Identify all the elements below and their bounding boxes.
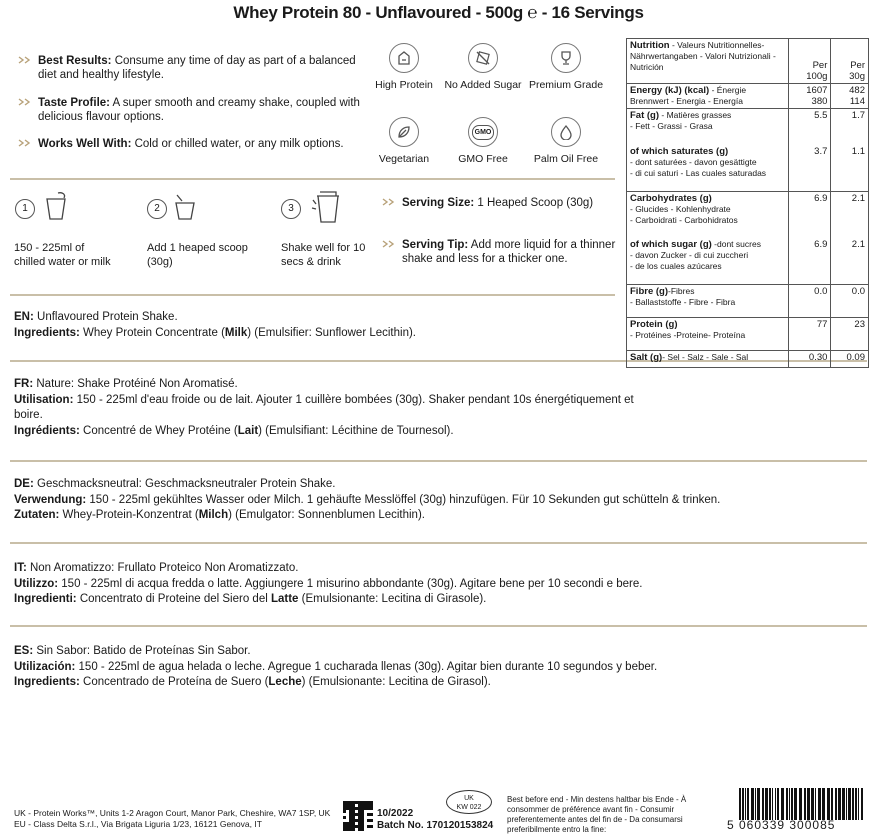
badge-gmo-free: GMO GMO Free <box>441 117 525 166</box>
nutrition-row-carbohydrates: Carbohydrates (g) - Glucides - Kohlenhydrate - Carboidrati - Carbohidratos 6.9 2.1 <box>627 192 869 239</box>
feature-best-results: Best Results: Consume any time of day as part of a balanced diet and healthy lifestyle. <box>38 54 368 82</box>
nutrition-row-energy: Energy (kJ) (kcal) - Énergie Brennwert - Energia - Energía 1607 380 482 114 <box>627 84 869 109</box>
drop-icon <box>551 117 581 147</box>
glass-icon <box>44 191 70 226</box>
badge-vegetarian: Vegetarian <box>361 117 447 166</box>
badge-palm-oil-free: Palm Oil Free <box>523 117 609 166</box>
step-1-text: 150 - 225ml of chilled water or milk <box>14 242 111 268</box>
step-2-text: Add 1 heaped scoop (30g) <box>147 242 248 268</box>
col-per-100g: Per 100g <box>789 39 831 84</box>
best-before: Best before end - Min destens haltbar bis Ende - À consommer de préférence avant fin - Consumir preferentemente antes del fin de - Da consumarsi preferibilmente entro la fine: <box>507 795 687 834</box>
gmo-icon: GMO <box>468 117 498 147</box>
double-chevron-icon <box>382 198 396 206</box>
step-3-number: 3 <box>281 199 301 219</box>
scoop-icon <box>172 191 198 226</box>
nutrition-row-fibre: Fibre (g)-Fibres - Ballaststoffe - Fibre - Fibra 0.0 0.0 <box>627 285 869 318</box>
barcode <box>735 788 867 820</box>
nutrition-row-salt: Salt (g)- Sel - Salz - Sale - Sal 0.30 0.09 <box>627 351 869 368</box>
nutrition-row-saturates: of which saturates (g) - dont saturées - davon gesättigte - di cui saturi - Las cuales saturadas 3.7 1.1 <box>627 145 869 192</box>
serving-size: Serving Size: 1 Heaped Scoop (30g) <box>402 196 617 210</box>
qr-code <box>343 801 373 831</box>
no-sugar-icon <box>468 43 498 73</box>
feature-works-well-with: Works Well With: Cold or chilled water, or any milk options. <box>38 137 368 151</box>
lang-en: EN: Unflavoured Protein Shake. Ingredients: Whey Protein Concentrate (Milk) (Emulsifier: Sunflower Lecithin). <box>14 311 417 339</box>
batch-info: 10/2022 Batch No. 170120153824 <box>377 808 494 831</box>
divider <box>10 625 867 627</box>
shaker-icon <box>310 190 342 229</box>
nutrition-row-protein: Protein (g) - Protéines -Proteine- Proteína 77 23 <box>627 318 869 351</box>
product-title: Whey Protein 80 - Unflavoured - 500g ℮ - 16 Servings <box>233 3 644 22</box>
nutrition-table <box>626 38 869 368</box>
lang-it: IT: Non Aromatizzo: Frullato Proteico Non Aromatizzato. Utilizzo: 150 - 225ml di acqua fredda o latte. Aggiungere 1 misurino abbondante (30g). Agitare bene per 10 secondi e bere. Ingredienti: Concentrato di Proteine del Siero del Latte (Emulsionante: Lecitina di Girasole). <box>14 562 643 605</box>
col-per-30g: Per 30g <box>831 39 869 84</box>
nutrition-row-fat: Fat (g) - Matières grasses - Fett - Grassi - Grasa 5.5 1.7 <box>627 109 869 146</box>
step-1-number: 1 <box>15 199 35 219</box>
double-chevron-icon <box>382 240 396 248</box>
badge-high-protein: High Protein <box>361 43 447 92</box>
uk-health-mark: UK KW 022 <box>446 790 492 814</box>
lang-de: DE: Geschmacksneutral: Geschmacksneutraler Protein Shake. Verwendung: 150 - 225ml gekühltes Wasser oder Milch. 1 gehäufte Messlöffel (30g) hinzufügen. Für 10 Sekunden gut schütteln & trinken. Zutaten: Whey-Protein-Konzentrat (Milch) (Emulgator: Sonnenblumen Lecithin). <box>14 478 721 521</box>
feature-taste-profile: Taste Profile: A super smooth and creamy shake, coupled with delicious flavour options. <box>38 96 368 124</box>
step-2-number: 2 <box>147 199 167 219</box>
double-chevron-icon <box>18 98 32 106</box>
divider <box>10 460 867 462</box>
lang-fr: FR: Nature: Shake Protéiné Non Aromatisé. Utilisation: 150 - 225ml d'eau froide ou de lait. Ajouter 1 cuillère bombées (30g). Shaker pendant 10s énergétiquement et boire. Ingrédients: Concentré de Whey Protéine (Lait) (Emulsifiant: Lécithine de Tournesol). <box>14 378 634 437</box>
step-3-text: Shake well for 10 secs & drink <box>281 242 366 268</box>
barcode-number: 5 060339 300085 <box>727 818 836 832</box>
address: UK - Protein Works™, Units 1-2 Aragon Court, Manor Park, Cheshire, WA7 1SP, UK EU - Class Delta S.r.l., Via Brigata Liguria 1/23, 16121 Genova, IT <box>14 808 331 829</box>
double-chevron-icon <box>18 139 32 147</box>
badge-premium-grade: Premium Grade <box>523 43 609 92</box>
nutrition-header-row: Nutrition - Valeurs Nutritionnelles- Nährwertangaben - Valori Nutrizionali - Nutrición Per 100g Per 30g <box>627 39 869 84</box>
lang-es: ES: Sin Sabor: Batido de Proteínas Sin Sabor. Utilización: 150 - 225ml de agua helada o leche. Agregue 1 cucharada llenas (30g). Agitar bien durante 10 segundos y beber. Ingredients: Concentrado de Proteína de Suero (Leche) (Emulsionante: Lecitina de Girasol). <box>14 645 658 688</box>
leaf-icon <box>389 117 419 147</box>
nutrition-row-sugar: of which sugar (g) -dont sucres - davon Zucker - di cui zuccheri - de los cuales azúcares 6.9 2.1 <box>627 238 869 285</box>
serving-tip: Serving Tip: Add more liquid for a thinner shake and less for a thicker one. <box>402 238 617 266</box>
divider <box>10 178 615 180</box>
protein-icon <box>389 43 419 73</box>
double-chevron-icon <box>18 56 32 64</box>
divider <box>10 542 867 544</box>
badge-no-added-sugar: No Added Sugar <box>441 43 525 92</box>
trophy-icon <box>551 43 581 73</box>
divider <box>10 294 615 296</box>
